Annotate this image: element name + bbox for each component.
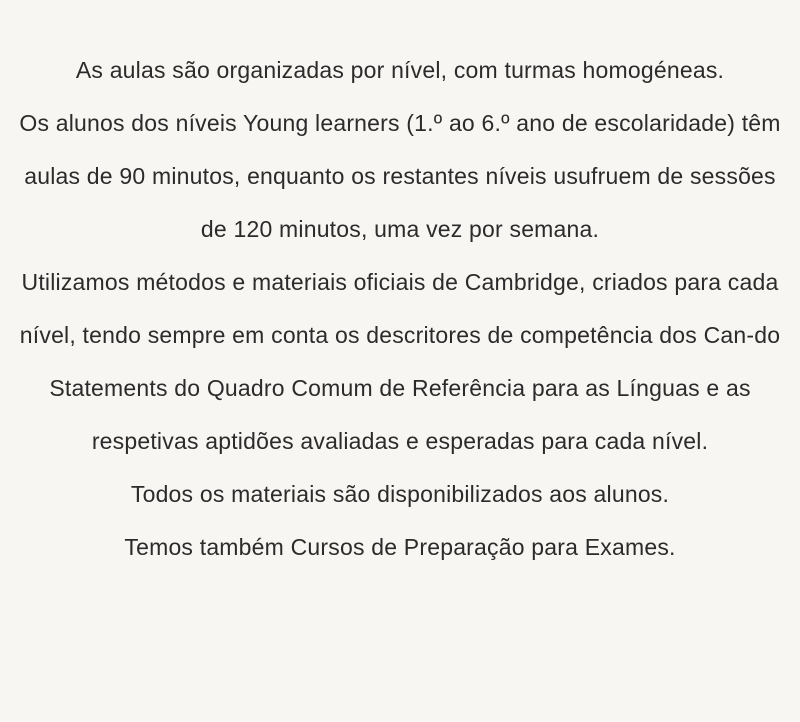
paragraph-exam-courses: Temos também Cursos de Preparação para Exames. bbox=[124, 534, 676, 560]
paragraph-class-organization: As aulas são organizadas por nível, com turmas homogéneas. bbox=[75, 57, 725, 83]
paragraph-materials-availability: Todos os materiais são disponibilizados aos alunos. bbox=[130, 481, 670, 507]
text-block bbox=[10, 44, 790, 574]
paragraph-class-duration: Os alunos dos níveis Young learners (1.º ao 6.º ano de escolaridade) têm aulas de 90 minutos, enquanto os restantes níveis usufruem de sessões de 120 minutos, uma vez por semana. bbox=[19, 110, 781, 242]
paragraph-methods-materials: Utilizamos métodos e materiais oficiais de Cambridge, criados para cada nível, tendo sempre em conta os descritores de competência dos Can-do Statements do Quadro Comum de Referência para as Línguas e as respetivas aptidões avaliadas e esperadas para cada nível. bbox=[19, 269, 781, 454]
